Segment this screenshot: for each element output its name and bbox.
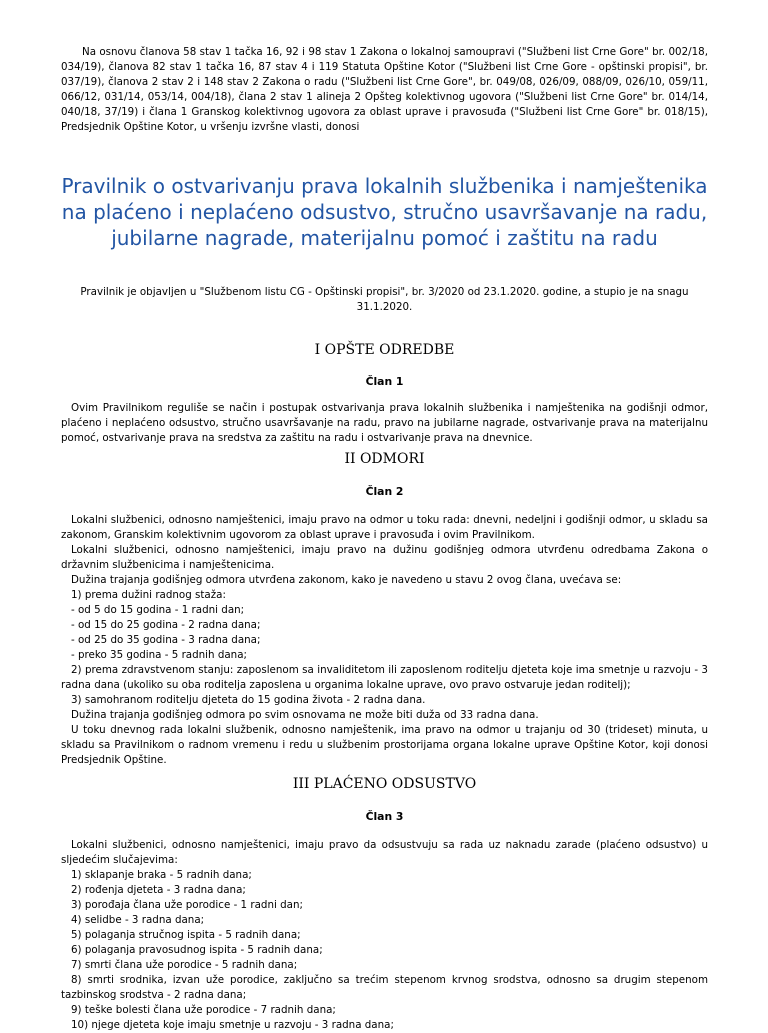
list-item: 6) polaganja pravosudnog ispita - 5 radnih dana;	[71, 944, 323, 956]
publication-note: Pravilnik je objavljen u "Službenom listu CG - Opštinski propisi", br. 3/2020 od 23.1.2020. godine, a stupio je na snagu 31.1.2020.	[80, 286, 689, 313]
list-item: 1) prema dužini radnog staža:	[71, 589, 226, 601]
article-title-1: Član 1	[365, 375, 404, 388]
list-item: - od 5 do 15 godina - 1 radni dan;	[71, 604, 245, 616]
section-title-paid-leave: III PLAĆENO ODSUSTVO	[292, 776, 477, 792]
document-page	[61, 45, 708, 1033]
article-title-3: Član 3	[365, 810, 404, 823]
document-title: Pravilnik o ostvarivanju prava lokalnih službenika i namještenika na plaćeno i neplaćeno odsustvo, stručno usavršavanje na radu, jubilarne nagrade, materijalnu pomoć i zaštitu na radu	[61, 174, 708, 250]
list-item: 2) rođenja djeteta - 3 radna dana;	[71, 884, 246, 896]
article-2-paragraph-3: Dužina trajanja godišnjeg odmora utvrđena zakonom, kako je navedeno u stavu 2 ovog člana, uvećava se:	[71, 574, 622, 586]
article-1-paragraph: Ovim Pravilnikom reguliše se način i postupak ostvarivanja prava lokalnih službenika i namještenika na godišnji odmor, plaćeno i neplaćeno odsustvo, stručno usavršavanje na radu, pravo na jubilarne nagrade, ostvarivanje prava na materijalnu pomoć, ostvarivanje prava na sredstva za zaštitu na radu i ostvarivanje prava na dnevnice.	[61, 402, 708, 444]
list-item: 10) njege djeteta koje imaju smetnje u razvoju - 3 radna dana;	[71, 1019, 394, 1031]
list-item: 5) polaganja stručnog ispita - 5 radnih dana;	[71, 929, 301, 941]
article-3-paragraph-1: Lokalni službenici, odnosno namještenici, imaju pravo da odsustvuju sa rada uz naknadu zarade (plaćeno odsustvo) u sljedećim slučajevima:	[61, 839, 708, 866]
article-title-2: Član 2	[365, 485, 404, 498]
article-2-paragraph-1: Lokalni službenici, odnosno namještenici, imaju pravo na odmor u toku rada: dnevni, nedeljni i godišnji odmor, u skladu sa zakonom, Granskim kolektivnim ugovorom za oblast uprave i pravosuđa i ovim Pravilnikom.	[61, 514, 708, 541]
list-item: 1) sklapanje braka - 5 radnih dana;	[71, 869, 252, 881]
article-2-paragraph-2: Lokalni službenici, odnosno namještenici, imaju pravo na dužinu godišnjeg odmora utvrđenu odredbama Zakona o državnim službenicima i namještenicima.	[61, 544, 708, 571]
list-item: 9) teške bolesti člana uže porodice - 7 radnih dana;	[71, 1004, 336, 1016]
list-item: 3) porođaja člana uže porodice - 1 radni dan;	[71, 899, 303, 911]
list-item: - od 15 do 25 godina - 2 radna dana;	[71, 619, 261, 631]
list-item: - od 25 do 35 godina - 3 radna dana;	[71, 634, 261, 646]
list-item: 2) prema zdravstvenom stanju: zaposlenom sa invaliditetom ili zaposlenom roditelju djeteta koje ima smetnje u razvoju - 3 radna dana (ukoliko su oba roditelja zaposlena u organima lokalne uprave, ovo pravo ostvaruje jedan roditelj);	[61, 664, 708, 691]
article-2-paragraph-4: Dužina trajanja godišnjeg odmora po svim osnovama ne može biti duža od 33 radna dana.	[71, 709, 539, 721]
list-item: 8) smrti srodnika, izvan uže porodice, zaključno sa trećim stepenom krvnog srodstva, odnosno sa drugim stepenom tazbinskog srodstva - 2 radna dana;	[61, 974, 708, 1001]
list-item: 7) smrti člana uže porodice - 5 radnih dana;	[71, 959, 298, 971]
article-2-paragraph-5: U toku dnevnog rada lokalni službenik, odnosno namještenik, ima pravo na odmor u trajanju od 30 (trideset) minuta, u skladu sa Pravilnikom o radnom vremenu i redu u službenim prostorijama organa lokalne uprave Opštine Kotor, koji donosi Predsjednik Opštine.	[61, 724, 708, 766]
section-title-general-provisions: I OPŠTE ODREDBE	[314, 342, 455, 358]
preamble-paragraph: Na osnovu članova 58 stav 1 tačka 16, 92 i 98 stav 1 Zakona o lokalnoj samoupravi ("Službeni list Crne Gore" br. 002/18, 034/19), članova 82 stav 1 tačka 16, 87 stav 4 i 119 Statuta Opštine Kotor ("Službeni list Crne Gore - opštinski propisi", br. 037/19), članova 2 stav 2 i 148 stav 2 Zakona o radu ("Službeni list Crne Gore", br. 049/08, 026/09, 088/09, 026/10, 059/11, 066/12, 031/14, 053/14, 004/18), člana 2 stav 1 alineja 2 Opšteg kolektivnog ugovora ("Službeni list Crne Gore" br. 014/14, 040/18, 37/19) i člana 1 Granskog kolektivnog ugovora za oblast uprave i pravosuđa ("Službeni list Crne Gore" br. 018/15), Predsjednik Opštine Kotor, u vršenju izvršne vlasti, donosi	[61, 46, 708, 133]
list-item: 3) samohranom roditelju djeteta do 15 godina života - 2 radna dana.	[71, 694, 426, 706]
section-title-vacations: II ODMORI	[344, 451, 425, 467]
list-item: 4) selidbe - 3 radna dana;	[71, 914, 205, 926]
list-item: - preko 35 godina - 5 radnih dana;	[71, 649, 247, 661]
